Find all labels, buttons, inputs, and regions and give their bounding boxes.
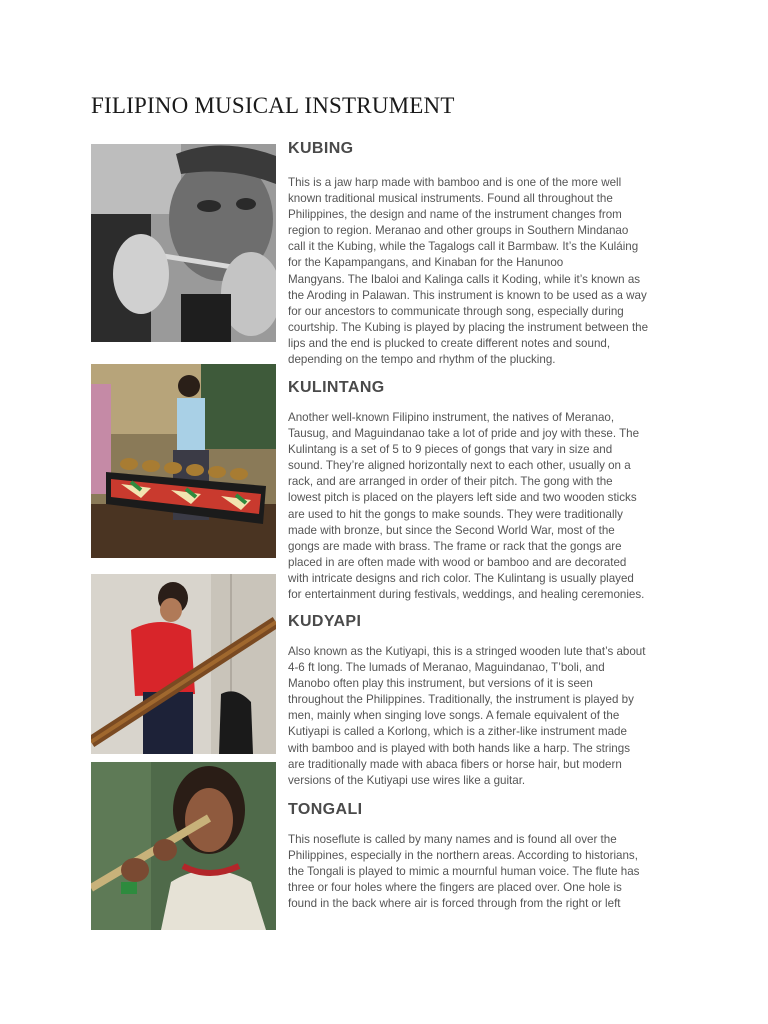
text-line: found in the back where air is forced through from the right or left xyxy=(288,897,621,911)
tongali-photo xyxy=(91,762,276,930)
text-line: the Aroding in Palawan. This instrument is known to be used as a way xyxy=(288,288,647,302)
text-line: Mangyans. The Ibaloi and Kalinga calls it Koding, while it’s known as xyxy=(288,272,641,286)
section-heading-kulintang: KULINTANG xyxy=(288,379,385,396)
kudyapi-photo xyxy=(91,574,276,754)
section-body-kudyapi xyxy=(288,644,680,789)
section-heading-kudyapi: KUDYAPI xyxy=(288,613,362,630)
text-line: depending on the tempo and rhythm of the plucking. xyxy=(288,353,556,367)
text-line: for entertainment during festivals, weddings, and healing ceremonies. xyxy=(288,588,645,602)
section-body-kubing xyxy=(288,175,680,368)
text-line: three or four holes where the fingers are placed over. One hole is xyxy=(288,881,622,895)
kubing-photo xyxy=(91,144,276,342)
section-heading-kubing: KUBING xyxy=(288,140,354,157)
text-line: Another well-known Filipino instrument, the natives of Meranao, xyxy=(288,411,615,424)
text-line: Philippines, especially in the northern areas. According to historians, xyxy=(288,849,638,863)
text-line: for the Kapampangans, and Kinaban for the Hanunoo xyxy=(288,256,564,270)
text-line: sound. They’re aligned horizontally next to each other, usually on a xyxy=(288,459,631,473)
text-line: the Tongali is played to mimic a mournful human voice. The flute has xyxy=(288,865,640,879)
text-line: lips and the end is plucked to create different notes and sound, xyxy=(288,336,611,350)
text-line: region to region. Meranao and other groups in Southern Mindanao xyxy=(288,224,629,238)
text-line: 4-6 ft long. The lumads of Meranao, Maguindanao, T’boli, and xyxy=(288,661,605,675)
section-body-kulintang xyxy=(288,410,680,603)
text-line: Kutiyapi is called a Korlong, which is a zither-like instrument made xyxy=(288,725,627,739)
text-line: call it the Kubing, while the Tagalogs call it Barmbaw. It’s the Kuláing xyxy=(288,240,639,254)
text-line: This is a jaw harp made with bamboo and is one of the more well xyxy=(288,176,622,189)
text-line: Also known as the Kutiyapi, this is a stringed wooden lute that’s about xyxy=(288,645,646,658)
text-line: Tausug, and Maguindanao take a lot of pride and joy with these. The xyxy=(288,427,640,441)
text-line: versions of the Kutiyapi use wires like a guitar. xyxy=(288,773,526,787)
text-line: lowest pitch is placed on the players left side and two wooden sticks xyxy=(288,491,637,505)
page-title: FILIPINO MUSICAL INSTRUMENT xyxy=(91,93,455,118)
text-line: rack, and are arranged in order of their pitch. The gong with the xyxy=(288,475,613,489)
text-line: made with bronze, but since the Second World War, most of the xyxy=(288,523,615,537)
section-body-tongali xyxy=(288,832,680,912)
text-line: Philippines, the design and name of the instrument changes from xyxy=(288,208,622,222)
text-line: courtship. The Kubing is played by placing the instrument between the xyxy=(288,320,649,334)
text-line: throughout the Philippines. Traditionally, the instrument is played by xyxy=(288,693,634,707)
text-line: Manobo often play this instrument, but versions of it is seen xyxy=(288,677,593,691)
text-line: with intricate designs and rich color. The Kulintang is usually played xyxy=(288,571,634,585)
text-line: for our ancestors to communicate through song, especially during xyxy=(288,304,624,318)
text-line: men, mainly when singing love songs. A female equivalent of the xyxy=(288,709,620,723)
text-line: with bamboo and is played with both hands like a harp. The strings xyxy=(288,741,631,755)
section-heading-tongali: TONGALI xyxy=(288,801,363,818)
text-line: gongs are made with brass. The frame or rack that the gongs are xyxy=(288,539,622,553)
kulintang-photo xyxy=(91,364,276,558)
text-line: This noseflute is called by many names and is found all over the xyxy=(288,833,617,846)
text-line: are traditionally made with abaca fibers or horse hair, but modern xyxy=(288,757,622,771)
text-line: placed in are often made with wood or bamboo and are decorated xyxy=(288,555,627,569)
text-line: Kulintang is a set of 5 to 9 pieces of gongs that vary in size and xyxy=(288,443,613,457)
text-line: are used to hit the gongs to make sounds. They were traditionally xyxy=(288,507,623,521)
text-line: known traditional musical instruments. Found all throughout the xyxy=(288,192,613,206)
